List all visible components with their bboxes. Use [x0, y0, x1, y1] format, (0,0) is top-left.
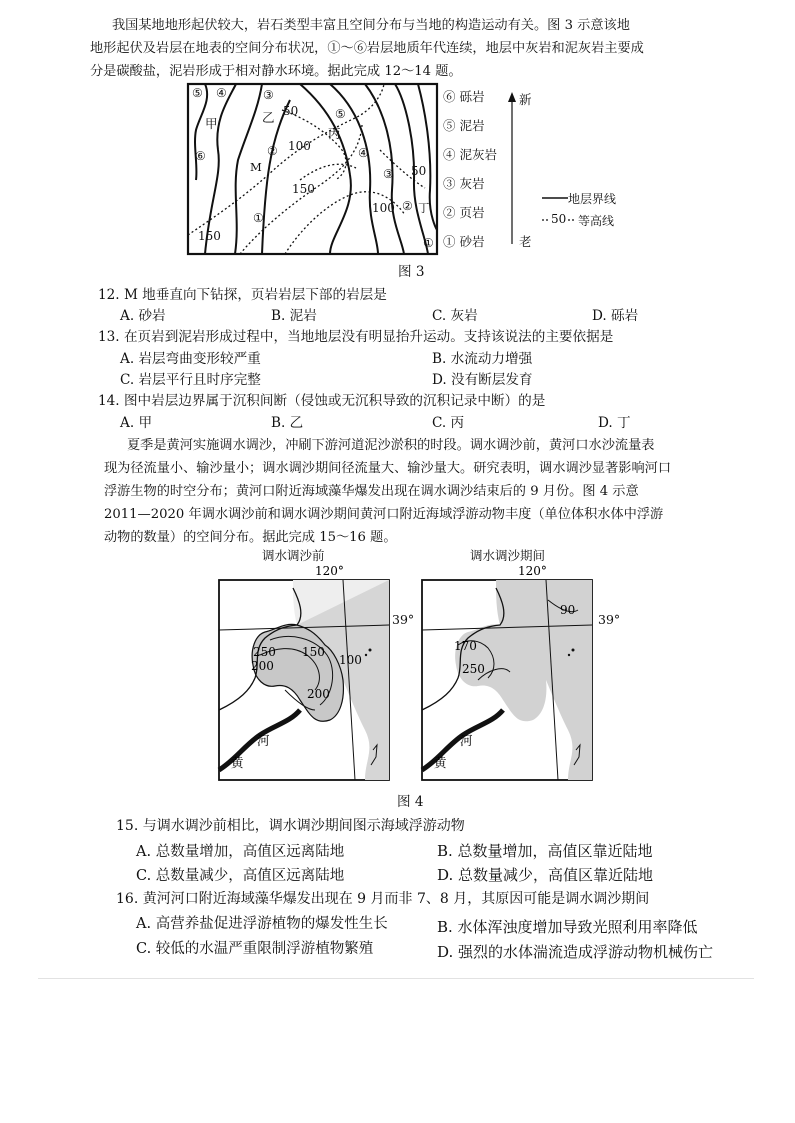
- fig3-place-bing: 丙: [328, 126, 341, 141]
- fig3-n1b: ①: [423, 236, 434, 250]
- fig3-n6a: ⑥: [195, 149, 206, 163]
- fig3-n2b: ②: [402, 199, 413, 213]
- fig3-c100a: 100: [288, 139, 311, 153]
- q16-stem: 16. 黄河河口附近海域藻华爆发出现在 9 月而非 7、8 月，其原因可能是调水调沙期间: [116, 891, 650, 907]
- intro2-line2: 现为径流量小、输沙量小；调水调沙期间径流量大、输沙量大。研究表明，调水调沙显著影响河口: [104, 461, 672, 476]
- fig4-caption: 图 4: [397, 794, 424, 810]
- q14-option-a[interactable]: A. 甲: [120, 415, 153, 431]
- page-bottom-rule: [38, 978, 754, 979]
- intro2-line1: 夏季是黄河实施调水调沙，冲刷下游河道泥沙淤积的时段。调水调沙前，黄河口水沙流量表: [127, 438, 655, 453]
- fig4-left-title: 调水调沙前: [262, 548, 325, 563]
- legend-contour-dash: [567, 212, 577, 228]
- fig4-left-v200a: 200: [251, 659, 274, 673]
- intro2-line3: 浮游生物的时空分布；黄河口附近海域藻华爆发出现在调水调沙结束后的 9 月份。图 4 示意: [104, 484, 639, 499]
- fig3-n1a: ①: [253, 211, 264, 225]
- q13-option-b[interactable]: B. 水流动力增强: [432, 351, 533, 367]
- q15-option-a[interactable]: A. 总数量增加，高值区远离陆地: [136, 844, 345, 860]
- q15-option-c[interactable]: C. 总数量减少，高值区远离陆地: [136, 868, 345, 884]
- q16-option-c[interactable]: C. 较低的水温严重限制浮游植物繁殖: [136, 941, 374, 957]
- q15-option-d[interactable]: D. 总数量减少，高值区靠近陆地: [437, 866, 654, 884]
- fig3-n4a: ④: [216, 86, 227, 100]
- q14-stem: 14. 图中岩层边界属于沉积间断（侵蚀或无沉积导致的沉积记录中断）的是: [98, 393, 546, 409]
- fig3-n4b: ④: [358, 146, 369, 160]
- fig4-left-lon: 120°: [315, 564, 344, 578]
- q12-option-a[interactable]: A. 砂岩: [120, 308, 166, 324]
- fig4-right-v90: 90: [560, 603, 576, 617]
- fig3-n2a: ②: [267, 144, 278, 158]
- fig3-place-ding: 丁: [418, 201, 430, 215]
- fig4-right-river-huang: 黄: [434, 755, 447, 770]
- intro2-line5: 动物的数量）的空间分布。据此完成 15～16 题。: [104, 530, 397, 545]
- q16-option-d[interactable]: D. 强烈的水体湍流造成浮游动物机械伤亡: [437, 943, 714, 961]
- fig4-left-v150: 150: [302, 645, 325, 659]
- legend-contour-text: 等高线: [578, 214, 615, 228]
- intro1-line3: 分是碳酸盐，泥岩形成于相对静水环境。据此完成 12～14 题。: [90, 64, 462, 79]
- rock-legend-1: ① 砂岩: [443, 234, 485, 249]
- fig3-place-m: M: [250, 160, 262, 174]
- fig4-right-lon: 120°: [518, 564, 547, 578]
- rock-legend-4: ④ 泥灰岩: [443, 147, 497, 162]
- intro1-line2: 地形起伏及岩层在地表的空间分布状况，①～⑥岩层地质年代连续，地层中灰岩和泥灰岩主要成: [90, 41, 644, 56]
- fig4-right-v170: 170: [454, 639, 477, 653]
- rock-legend-6: ⑥ 砾岩: [443, 89, 485, 104]
- fig3-c150b: 150: [198, 229, 221, 243]
- fig4-left-map: [215, 560, 395, 785]
- q15-stem: 15. 与调水调沙前相比，调水调沙期间图示海域浮游动物: [116, 818, 465, 834]
- arrow-old-label: 老: [519, 234, 532, 249]
- q14-option-b[interactable]: B. 乙: [271, 415, 304, 431]
- fig4-left-v100: 100: [339, 653, 362, 667]
- q15-option-b[interactable]: B. 总数量增加，高值区靠近陆地: [437, 842, 653, 860]
- rock-legend-3: ③ 灰岩: [443, 176, 485, 191]
- fig3-n5b: ⑤: [335, 107, 346, 121]
- fig4-left-v250: 250: [253, 645, 276, 659]
- q13-stem: 13. 在页岩到泥岩形成过程中，当地地层没有明显抬升运动。支持该说法的主要依据是: [98, 329, 614, 345]
- rock-legend-2: ② 页岩: [443, 205, 485, 220]
- fig3-c50a: 50: [283, 104, 299, 118]
- q13-option-d[interactable]: D. 没有断层发育: [432, 372, 533, 388]
- intro1-line1: 我国某地地形起伏较大，岩石类型丰富且空间分布与当地的构造运动有关。图 3 示意该地: [112, 18, 630, 33]
- fig3-n3a: ③: [263, 88, 274, 102]
- fig4-left-v200b: 200: [307, 687, 330, 701]
- q13-option-a[interactable]: A. 岩层弯曲变形较严重: [120, 351, 261, 367]
- fig4-lat-left: 39°: [392, 612, 415, 627]
- fig4-left-river-huang: 黄: [231, 755, 244, 770]
- fig4-right-v250: 250: [462, 662, 485, 676]
- fig4-left-river-he: 河: [257, 733, 270, 748]
- legend-boundary: 地层界线: [568, 192, 617, 206]
- q14-option-c[interactable]: C. 丙: [432, 415, 465, 431]
- fig4-right-river-he: 河: [460, 733, 473, 748]
- fig3-n3b: ③: [383, 167, 394, 181]
- fig3-c100b: 100: [372, 201, 395, 215]
- fig4-lat-right: 39°: [598, 612, 621, 627]
- q13-option-c[interactable]: C. 岩层平行且时序完整: [120, 372, 261, 388]
- fig3-place-jia: 甲: [205, 116, 218, 131]
- rock-legend-5: ⑤ 泥岩: [443, 118, 485, 133]
- fig3-c50b: 50: [411, 164, 427, 178]
- fig4-right-title: 调水调沙期间: [470, 548, 546, 563]
- fig3-n5a: ⑤: [192, 86, 203, 100]
- q12-stem: 12. M 地垂直向下钻探，页岩岩层下部的岩层是: [98, 287, 387, 303]
- arrow-new-label: 新: [519, 92, 532, 107]
- q12-option-b[interactable]: B. 泥岩: [271, 308, 317, 324]
- q12-option-c[interactable]: C. 灰岩: [432, 308, 478, 324]
- figure-3: [180, 80, 540, 280]
- q14-option-d[interactable]: D. 丁: [598, 415, 631, 431]
- intro2-line4: 2011—2020 年调水调沙前和调水调沙期间黄河口附近海域浮游动物丰度（单位体积水体中浮游: [104, 507, 664, 522]
- fig4-right-map: [418, 560, 598, 785]
- q16-option-b[interactable]: B. 水体浑浊度增加导致光照利用率降低: [437, 918, 698, 936]
- q12-option-d[interactable]: D. 砾岩: [592, 308, 639, 324]
- time-arrow-head: [508, 92, 516, 102]
- q16-option-a[interactable]: A. 高营养盐促进浮游植物的爆发性生长: [136, 916, 388, 932]
- fig3-place-yi: 乙: [262, 110, 275, 125]
- fig3-caption: 图 3: [398, 264, 425, 280]
- fig3-c150a: 150: [292, 182, 315, 196]
- legend-contour-value: 50: [551, 212, 567, 226]
